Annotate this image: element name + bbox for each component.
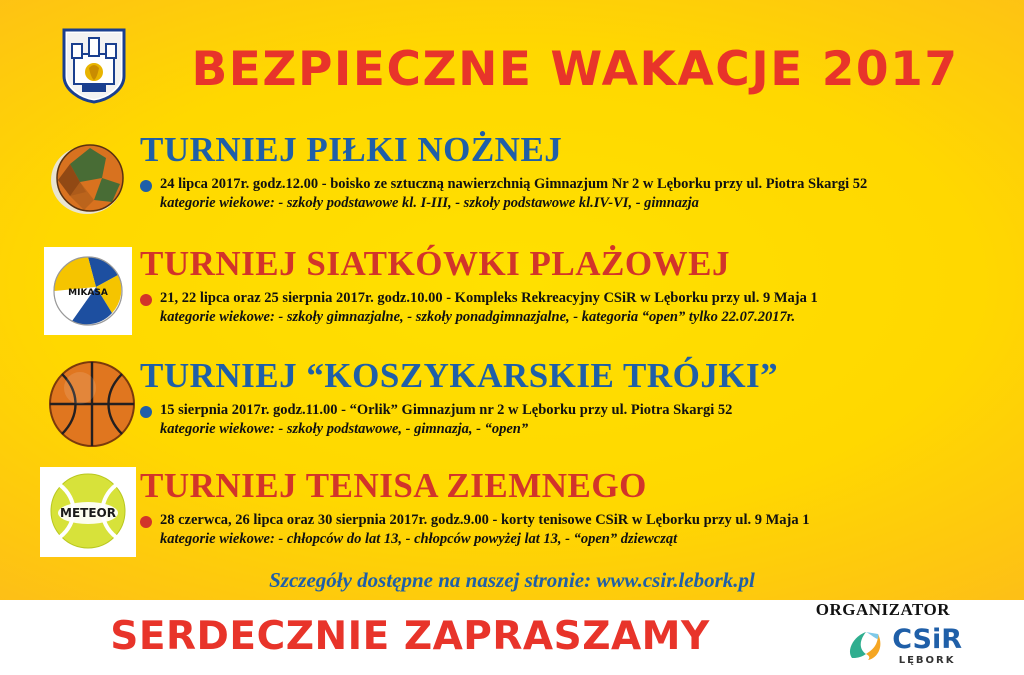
bullet-icon bbox=[140, 516, 152, 528]
event-categories: kategorie wiekowe: - szkoły podstawowe, - gimnazja, - “open” bbox=[160, 420, 529, 437]
event-detail-line bbox=[140, 175, 1020, 193]
event-categories: kategorie wiekowe: - szkoły podstawowe kl. I-III, - szkoły podstawowe kl.IV-VI, - gimnazja bbox=[160, 194, 699, 211]
website-details-line[interactable]: Szczegóły dostępne na naszej stronie: www.csir.lebork.pl bbox=[269, 568, 755, 592]
tennis-ball-icon bbox=[40, 467, 136, 557]
basketball-ball-icon bbox=[46, 358, 138, 450]
event-categories: kategorie wiekowe: - szkoły gimnazjalne, - szkoły ponadgimnazjalne, - kategoria “open” tylko 22.07.2017r. bbox=[160, 308, 796, 325]
event-title: TURNIEJ PIŁKI NOŻNEJ bbox=[140, 130, 563, 169]
event-title: TURNIEJ TENISA ZIEMNEGO bbox=[140, 466, 647, 505]
event-detail: 24 lipca 2017r. godz.12.00 - boisko ze sztuczną nawierzchnią Gimnazjum Nr 2 w Lęborku przy ul. Piotra Skargi 52 bbox=[160, 175, 868, 192]
coat-of-arms-icon bbox=[62, 28, 126, 104]
event-detail-line bbox=[140, 289, 1020, 307]
event-categories: kategorie wiekowe: - chłopców do lat 13, - chłopców powyżej lat 13, - “open” dziewcząt bbox=[160, 530, 678, 547]
csir-logo-subtext: LĘBORK bbox=[898, 655, 956, 666]
bullet-icon bbox=[140, 406, 152, 418]
event-title: TURNIEJ SIATKÓWKI PLAŻOWEJ bbox=[140, 244, 730, 283]
invitation-text: SERDECZNIE ZAPRASZAMY bbox=[110, 614, 710, 659]
event-detail: 28 czerwca, 26 lipca oraz 30 sierpnia 2017r. godz.9.00 - korty tenisowe CSiR w Lęborku przy ul. 9 Maja 1 bbox=[160, 511, 810, 528]
event-block-basketball bbox=[140, 358, 1020, 438]
event-block-football bbox=[140, 132, 1020, 212]
bullet-icon bbox=[140, 180, 152, 192]
csir-logo-mark-icon bbox=[844, 624, 888, 668]
svg-text:MIKASA: MIKASA bbox=[68, 288, 108, 298]
event-detail-line bbox=[140, 511, 1020, 529]
event-detail-line bbox=[140, 401, 1020, 419]
volleyball-ball-icon bbox=[44, 247, 132, 335]
event-block-tennis bbox=[140, 468, 1020, 548]
event-title: TURNIEJ “KOSZYKARSKIE TRÓJKI” bbox=[140, 356, 779, 395]
event-detail: 21, 22 lipca oraz 25 sierpnia 2017r. godz.10.00 - Kompleks Rekreacyjny CSiR w Lęborku przy ul. 9 Maja 1 bbox=[160, 289, 818, 306]
event-detail: 15 sierpnia 2017r. godz.11.00 - “Orlik” Gimnazjum nr 2 w Lęborku przy ul. Piotra Skargi 52 bbox=[160, 401, 733, 418]
football-ball-icon bbox=[44, 134, 130, 220]
organizer-label: ORGANIZATOR bbox=[815, 600, 950, 619]
event-block-volleyball bbox=[140, 246, 1020, 326]
bullet-icon bbox=[140, 294, 152, 306]
csir-logo bbox=[844, 624, 962, 668]
page-title: BEZPIECZNE WAKACJE 2017 bbox=[191, 42, 959, 97]
csir-logo-text: CSiR bbox=[892, 624, 962, 655]
svg-text:METEOR: METEOR bbox=[60, 506, 116, 520]
